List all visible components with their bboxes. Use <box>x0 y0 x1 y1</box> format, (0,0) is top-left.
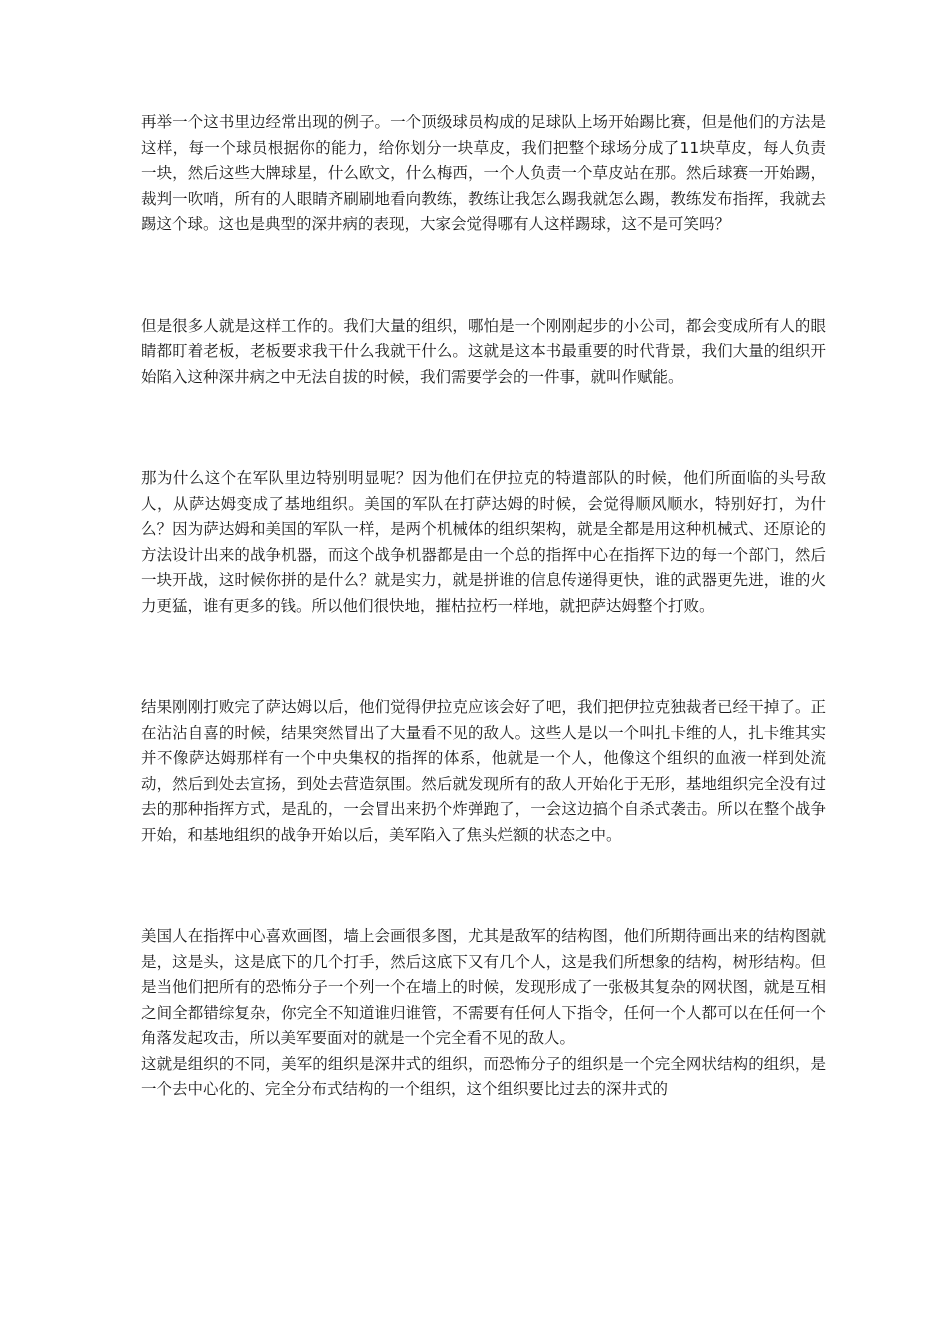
paragraph-spacer <box>141 848 826 924</box>
paragraph-football-example: 再举一个这书里边经常出现的例子。一个顶级球员构成的足球队上场开始踢比赛，但是他们的方法是这样，每一个球员根据你的能力，给你划分一块草皮，我们把整个球场分成了11块草皮，每人负责一块，然后这些大牌球星，什么欧文，什么梅西，一个人负责一个草皮站在那。然后球赛一开始踢，裁判一吹哨，所有的人眼睛齐刷刷地看向教练，教练让我怎么踢我就怎么踢，教练发布指挥，我就去踢这个球。这也是典型的深井病的表现，大家会觉得哪有人这样踢球，这不是可笑吗？ <box>141 113 826 233</box>
paragraph-spacer <box>141 619 826 695</box>
document-body <box>141 110 826 1103</box>
paragraph-empowerment: 但是很多人就是这样工作的。我们大量的组织，哪怕是一个刚刚起步的小公司，都会变成所有人的眼睛都盯着老板，老板要求我干什么我就干什么。这就是这本书最重要的时代背景，我们大量的组织开始陷入这种深井病之中无法自拔的时候，我们需要学会的一件事，就叫作赋能。 <box>141 316 826 386</box>
paragraph-zarqawi: 结果刚刚打败完了萨达姆以后，他们觉得伊拉克应该会好了吧，我们把伊拉克独裁者已经干掉了。正在沾沾自喜的时候，结果突然冒出了大量看不见的敌人。这些人是以一个叫扎卡维的人，扎卡维其实并不像萨达姆那样有一个中央集权的指挥的体系，他就是一个人，他像这个组织的血液一样到处流动，然后到处去宣扬，到处去营造氛围。然后就发现所有的敌人开始化于无形，基地组织完全没有过去的那种指挥方式，是乱的，一会冒出来扔个炸弹跑了，一会这边搞个自杀式袭击。所以在整个战争开始，和基地组织的战争开始以后，美军陷入了焦头烂额的状态之中。 <box>141 698 826 844</box>
paragraph-spacer <box>141 238 826 314</box>
paragraph-iraq-army: 那为什么这个在军队里边特别明显呢？因为他们在伊拉克的特遣部队的时候，他们所面临的头号敌人，从萨达姆变成了基地组织。美国的军队在打萨达姆的时候，会觉得顺风顺水，特别好打，为什么？因为萨达姆和美国的军队一样，是两个机械体的组织架构，就是全都是用这种机械式、还原论的方法设计出来的战争机器，而这个战争机器都是由一个总的指挥中心在指挥下边的每一个部门，然后一块开战，这时候你拼的是什么？就是实力，就是拼谁的信息传递得更快，谁的武器更先进，谁的火力更猛，谁有更多的钱。所以他们很快地，摧枯拉朽一样地，就把萨达姆整个打败。 <box>141 469 826 615</box>
paragraph-spacer <box>141 390 826 466</box>
paragraph-organization-difference: 这就是组织的不同，美军的组织是深井式的组织，而恐怖分子的组织是一个完全网状结构的组织，是一个去中心化的、完全分布式结构的一个组织，这个组织要比过去的深井式的 <box>141 1054 826 1098</box>
paragraph-network-chart: 美国人在指挥中心喜欢画图，墙上会画很多图，尤其是敌军的结构图，他们所期待画出来的结构图就是，这是头，这是底下的几个打手，然后这底下又有几个人，这是我们所想象的结构，树形结构。但是当他们把所有的恐怖分子一个列一个在墙上的时候，发现形成了一张极其复杂的网状图，就是互相之间全都错综复杂，你完全不知道谁归谁管，不需要有任何人下指令，任何一个人都可以在任何一个角落发起攻击，所以美军要面对的就是一个完全看不见的敌人。 <box>141 927 826 1047</box>
